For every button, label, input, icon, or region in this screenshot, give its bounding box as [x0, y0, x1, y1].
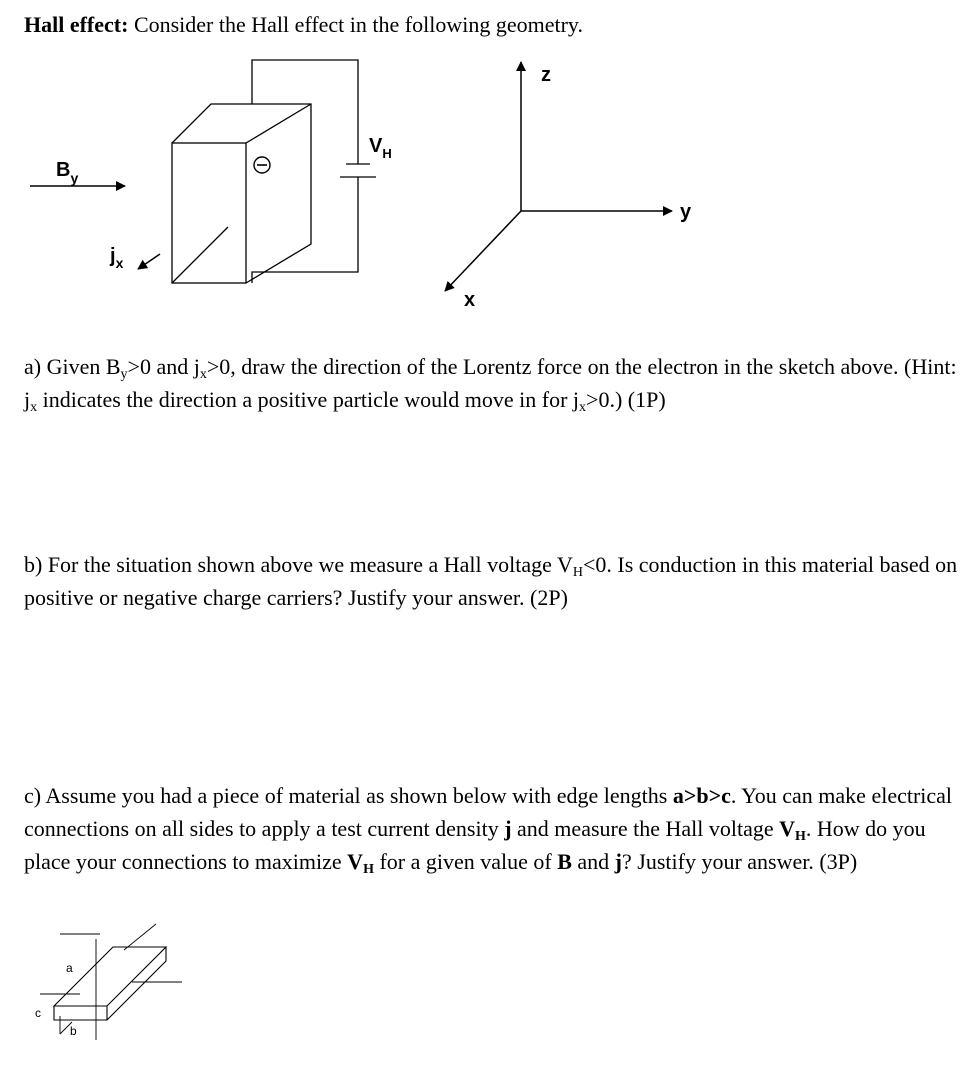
part-c-question: c) Assume you had a piece of material as shown below with edge lengths a>b>c. You can make electrical connections on all sides to apply a test current density j and measure the Hall voltage $V_H$. How do you place your connections to maximize $V_H$ for a given value of B and j? Justify your answer. (3P) [24, 783, 953, 877]
hall-geometry-figure [0, 40, 970, 360]
b-field-label: $B_y$ [56, 159, 79, 186]
title-text: Consider the Hall effect in the following geometry. [128, 12, 583, 37]
edge-a-label: a [66, 961, 73, 975]
part-a-question: a) Given $B_y>0$ and $j_x>0$, draw the direction of the Lorentz force on the electron in the sketch above. (Hint: $j_x$ indicates the direction a positive particle would move in for $j_x>0$.) (1P) [24, 354, 957, 415]
edge-c-label: c [35, 1006, 41, 1020]
y-axis-label: y [680, 201, 692, 223]
problem-title [24, 8, 959, 41]
edge-b-label: b [70, 1024, 77, 1038]
sample-cube [172, 104, 311, 283]
z-axis-label: z [541, 64, 551, 86]
coordinate-axes [445, 62, 672, 291]
current-density-label: $j_x$ [110, 245, 124, 271]
x-axis [445, 211, 521, 291]
title-bold: Hall effect: [24, 12, 129, 37]
slab-outline [54, 947, 166, 1020]
slab-figure [20, 920, 220, 1060]
current-density-arrow [138, 254, 160, 269]
x-axis-label: x [464, 289, 476, 311]
hall-circuit [252, 60, 376, 283]
slab-axis-guides [40, 924, 182, 1040]
part-b-question: b) For the situation shown above we measure a Hall voltage $V_H<0$. Is conduction in this material based on positive or negative charge carriers? Justify your answer. (2P) [24, 552, 958, 610]
hall-voltage-label: $V_H$ [369, 135, 392, 161]
